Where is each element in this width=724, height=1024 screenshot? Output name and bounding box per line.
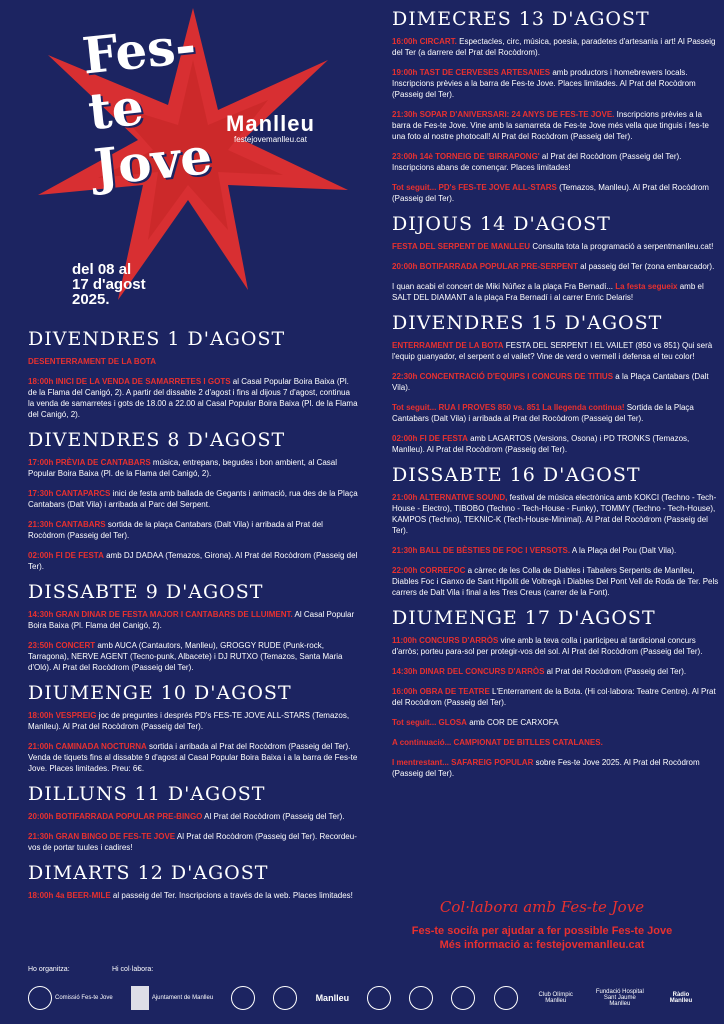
event-highlight: 20:00h BOTIFARRADA POPULAR PRE-BINGO [28,812,203,821]
event-highlight: 11:00h CONCURS D'ARRÒS [392,636,499,645]
event-item [28,609,358,631]
event-description: Al Prat del Rocòdrom (Passeig del Ter). [202,812,345,821]
event-item [392,67,722,100]
event-item [392,757,722,779]
event-item [28,376,358,420]
event-highlight: 22:00h CORREFOC [392,566,466,575]
sponsor-logo-icon [409,986,433,1010]
event-description: al passeig del Ter (zona embarcador). [577,262,715,271]
festejove-logo-text: Comissió Fes-te Jove [55,995,113,1001]
dates-line-2: 17 d'agost [72,276,146,293]
event-description: amb DJ DADAA (Temazos, Girona). Al Prat del Rocòdrom (Passeig del Ter). [28,551,358,571]
event-item [392,686,722,708]
event-highlight: 16:00h OBRA DE TEATRE [392,687,490,696]
event-item [392,182,722,204]
event-description: L'Enterrament de la Bota. (Hi col·labora: Teatre Centre). Al Prat del Rocòdrom (Passeig del Ter). [392,687,716,707]
event-highlight: Tot seguit... PD's FES-TE JOVE ALL-STARS [392,183,557,192]
event-description: FESTA DEL SERPENT I EL VAILET (850 vs 851) Qui serà l'equip guanyador, el serpent o el vailet? Vine de verd o vermell i defensa el teu color! [392,341,713,361]
day-heading: DILLUNS 11 D'AGOST [28,783,266,805]
event-item [28,356,358,367]
event-highlight: 02:00h FI DE FESTA [392,434,468,443]
event-item [28,890,358,901]
event-description: sortida de la plaça Cantabars (Dalt Vila) i arribada al Prat del Rocòdrom (Passeig del Ter). [28,520,323,540]
event-description: Al Prat del Rocòdrom (Passeig del Ter). Recordeu-vos de portar tuules i cadires! [28,832,357,852]
event-description: sobre Fes-te Jove 2025. Al Prat del Rocòdrom (Passeig del Ter). [392,758,700,778]
event-item [28,741,358,774]
left-column [28,0,358,910]
right-column [392,0,722,788]
event-item [28,550,358,572]
event-description: a càrrec de les Colla de Diables i Tabalers Serpents de Manlleu, Diables Foc i Ganxo de Sant Hipòlit de Voltregà i Diables Del Pont Vell de Roda de Ter. Pels carrers de Dalt Vila i final a les Tres Creus (carrer de la Font). [392,566,719,597]
event-highlight: 21:00h ALTERNATIVE SOUND, [392,493,508,502]
day-heading: DISSABTE 16 D'AGOST [392,464,641,486]
title-line-3: Jove [91,125,215,197]
event-item [392,565,722,598]
event-highlight: DESENTERRAMENT DE LA BOTA [28,357,156,366]
event-description: joc de preguntes i després PD's FES-TE JOVE ALL-STARS (Temazos, Manlleu). Al Prat del Rocòdrom (Passeig del Ter). [28,711,350,731]
dates-line-1: del 08 al [72,261,132,278]
event-description: al Prat del Rocòdrom (Passeig del Ter). [544,667,687,676]
event-description: Espectacles, circ, música, poesia, paradetes d'artesania i art! Al Passeig del Ter (a darrere del Prat del Rocòdrom). [392,37,716,57]
event-description: amb COR DE CARXOFA [466,718,559,727]
event-item [392,371,722,393]
day-heading: DIUMENGE 10 D'AGOST [28,682,292,704]
event-item [28,710,358,732]
event-description: amb el SALT DEL DIAMANT a la plaça Fra Bernadí i al carrer Enric Delaris! [392,282,704,302]
event-description: al Prat del Rocòdrom (Passeig del Ter). Inscripcions abans de començar. Places limitades! [392,152,682,172]
hero-poster [28,0,358,308]
sponsor-logo-icon [451,986,475,1010]
hero-website: festejovemanlleu.cat [234,135,307,144]
event-description: vine amb la teva colla i participeu al tardicional concurs d'arròs; porteu para-sol per protegir-vos del sol. Al Prat del Rocòdrom (Passeig del Ter). [392,636,703,656]
festival-dates [72,262,192,307]
sponsors-footer [28,964,698,1016]
event-highlight: Tot seguit... RUA I PROVES 850 vs. 851 La llegenda continua! [392,403,625,412]
event-item [28,640,358,673]
sponsor-logo-icon [494,986,518,1010]
dates-line-3: 2025. [72,291,110,308]
day-heading: DISSABTE 9 D'AGOST [28,581,264,603]
event-item [392,261,722,272]
event-highlight: 23:50h CONCERT [28,641,96,650]
event-description: Inscripcions prèvies a la barra de Fes-te Jove. Vine amb la samarreta de Fes-te Jove més vella que tinguis i fes-te una foto al nostre photocall! Al Prat del Rocòdrom (Passeig del Ter). [392,110,709,141]
event-item [392,281,722,303]
event-description: sortida i arribada al Prat del Rocòdrom (Passeig del Ter). Venda de tiquets fins al dissabte 9 d'agost al Casal Popular Boira Baixa i a la barra de Fes-te Jove. Places limitades. Preu: 6€. [28,742,358,773]
ajuntament-logo [131,986,213,1010]
event-item [28,811,358,822]
event-highlight: La festa segueix [615,282,678,291]
day-heading: DIUMENGE 17 D'AGOST [392,607,656,629]
right-schedule [392,8,722,779]
festejove-logo-icon [28,986,52,1010]
sponsor-logo-icon [273,986,297,1010]
left-schedule [28,328,358,901]
event-description: Consulta tota la programació a serpentmanlleu.cat! [530,242,714,251]
ajuntament-logo-icon [131,986,149,1010]
event-item [392,717,722,728]
day-heading: DIMARTS 12 D'AGOST [28,862,269,884]
event-item [28,488,358,510]
event-highlight: 21:30h CANTABARS [28,520,106,529]
event-description: festival de música electrònica amb KOKCI (Techno - Tech-House - Electro), TIBOBO (Techno - Tech-House - Funky), TOMMY (Techno - Tech-House), KAMPOS (Techno), TEKNIC-K (Tech-House-Minimal). Al Prat del Rocòdrom (Passeig del Ter). [392,493,717,535]
ajuntament-logo-text: Ajuntament de Manlleu [151,995,214,1001]
event-item [392,36,722,58]
event-highlight: 18:00h VESPREIG [28,711,97,720]
event-highlight: Tot seguit... GLOSA [392,718,467,727]
event-highlight: 23:00h 14è TORNEIG DE 'BIRRAPONG' [392,152,540,161]
promo-heading: Col·labora amb Fes-te Jove [439,898,645,916]
event-highlight: 21:30h GRAN BINGO DE FES-TE JOVE [28,832,176,841]
day-heading: DIVENDRES 8 D'AGOST [28,429,286,451]
event-highlight: 18:00h 4a BEER-MILE [28,891,111,900]
event-highlight: 21:00h CAMINADA NOCTURNA [28,742,147,751]
event-highlight: ENTERRAMENT DE LA BOTA [392,341,504,350]
event-highlight: I mentrestant... SAFAREIG POPULAR [392,758,534,767]
sponsor-logo-icon [231,986,255,1010]
event-description: Al Casal Popular Boira Baixa (Pl. Flama del Canigó, 2). [28,610,355,630]
manlleu-logo [223,113,318,145]
event-item [392,492,722,536]
event-intro: I quan acabi el concert de Miki Núñez a la plaça Fra Bernadí... [392,282,616,291]
club-olimpic-logo [536,992,576,1004]
event-description: A la Plaça del Pou (Dalt Vila). [570,546,677,555]
event-highlight: 17:30h CANTAPARCS [28,489,111,498]
event-item [392,109,722,142]
event-highlight: A continuació... CAMPIONAT DE BITLLES CATALANES. [392,738,603,747]
event-item [28,519,358,541]
event-highlight: 19:00h TAST DE CERVESES ARTESANES [392,68,551,77]
collaborator-label: Hi col·labora: [112,966,154,973]
fundacio-logo [594,989,646,1007]
event-highlight: 17:00h PRÈVIA DE CANTABARS [28,458,151,467]
festejove-logo [28,986,113,1010]
event-item [392,433,722,455]
title-line-1: Fes- [79,15,199,86]
event-description: a la Plaça Cantabars (Dalt Vila). [392,372,709,392]
event-highlight: 14:30h GRAN DINAR DE FESTA MAJOR I CANTABARS DE LLUIMENT. [28,610,293,619]
event-item [392,635,722,657]
event-highlight: 22:30h CONCENTRACIÓ D'EQUIPS I CONCURS DE TITIUS [392,372,614,381]
event-description: al passeig del Ter. Inscripcions a través de la web. Places limitades! [110,891,353,900]
event-item [392,340,722,362]
day-heading: DIVENDRES 1 D'AGOST [28,328,286,350]
event-item [28,831,358,853]
event-item [392,737,722,748]
event-item [392,666,722,677]
event-highlight: FESTA DEL SERPENT DE MANLLEU [392,242,531,251]
event-highlight: 21:30h SOPAR D'ANIVERSARI: 24 ANYS DE FES-TE JOVE. [392,110,615,119]
event-highlight: 18:00h INICI DE LA VENDA DE SAMARRETES I GOTS [28,377,231,386]
radio-manlleu-logo [664,992,698,1004]
event-description: (Temazos, Manlleu). Al Prat del Rocòdrom (Passeig del Ter). [392,183,709,203]
event-item [392,151,722,173]
organizer-label: Ho organitza: [28,966,70,973]
event-item [28,457,358,479]
event-highlight: 16:00h CIRCART. [392,37,457,46]
title-line-2: te [85,76,147,142]
club-olimpic-logo-text: Club Olímpic Manlleu [538,992,573,1004]
day-heading: DIJOUS 14 D'AGOST [392,213,611,235]
manlleu-footer-logo-text: Manlleu [315,993,350,1003]
event-description: inici de festa amb ballada de Gegants i animació, rua des de la Plaça Cantabars (Dalt Vila) i arribada al Parc del Serpent. [28,489,358,509]
radio-manlleu-logo-text: Ràdio Manlleu [669,992,693,1004]
event-description: amb AUCA (Cantautors, Manlleu), GROGGY RUDE (Punk-rock, Tarragona), NERVE AGENT (Tecno-punk, Albacete) i DJ RUTXO (Temazos, Santa Maria d'Oló). Al Prat del Rocòdrom (Passeig del Ter). [28,641,343,672]
event-description: amb productors i homebrewers locals. Inscripcions prèvies a la barra de Fes-te Jove. Places limitades. Al Prat del Rocòdrom (Passeig del Ter). [392,68,696,99]
event-highlight: 20:00h BOTIFARRADA POPULAR PRE-SERPENT [392,262,578,271]
event-description: música, entrepans, begudes i bon ambient, al Casal Popular Boira Baixa (Pl. de la Flama del Canigó, 2). [28,458,338,478]
promo-line-2: Més informació a: festejovemanlleu.cat [439,939,645,951]
day-heading: DIVENDRES 15 D'AGOST [392,312,663,334]
manlleu-footer-logo [316,993,350,1003]
event-description: amb LAGARTOS (Versions, Osona) i PD TRONKS (Temazos, Manlleu). Al Prat del Rocòdrom (Passeig del Ter). [392,434,690,454]
event-item [392,241,722,252]
day-heading: DIMECRES 13 D'AGOST [392,8,650,30]
fundacio-logo-text: Fundació Hospital Sant Jaume Manlleu [595,989,644,1007]
sponsor-logo-icon [367,986,391,1010]
event-highlight: 21:30h BALL DE BÈSTIES DE FOC I VERSOTS. [392,546,571,555]
manlleu-logo-text: Manlleu [226,111,315,136]
membership-promo [392,898,692,952]
event-highlight: 14:30h DINAR DEL CONCURS D'ARRÒS [392,667,545,676]
event-item [392,545,722,556]
event-description: Sortida de la Plaça Cantabars (Dalt Vila) i arribada al Prat del Rocòdrom (Passeig del Ter). [392,403,694,423]
promo-line-1: Fes-te soci/a per ajudar a fer possible Fes-te Jove [411,925,673,937]
festival-title [80,8,296,196]
sponsor-logos [28,982,698,1014]
event-highlight: 02:00h FI DE FESTA [28,551,104,560]
event-description: al Casal Popular Boira Baixa (Pl. de la Flama del Canigó, 2). A partir del dissabte 2 d'agost i fins al dijous 7 d'agost, continua la venda de samarretes i gots de 18.00 a 22.00 al Casal Popular Boira Baixa (Pl. de la Flama del Canigó, 2). [28,377,358,419]
event-item [392,402,722,424]
